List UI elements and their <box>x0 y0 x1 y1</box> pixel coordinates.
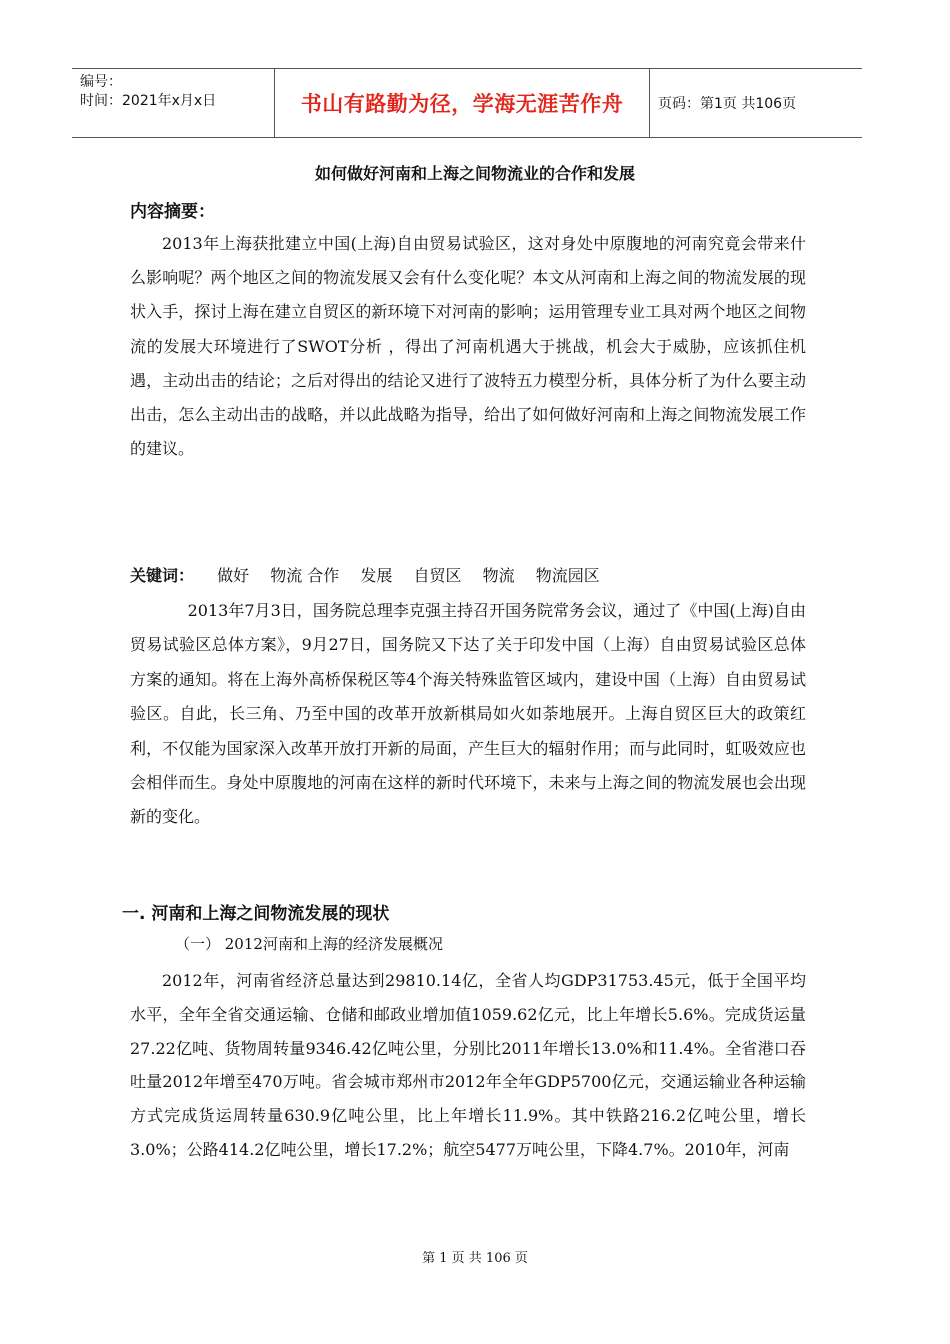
document-title: 如何做好河南和上海之间物流业的合作和发展 <box>314 164 635 183</box>
keywords-line <box>130 563 616 586</box>
keyword-item: 做好 <box>217 566 250 585</box>
number-label: 编号： <box>80 74 122 90</box>
keyword-item: 自贸区 <box>413 566 462 585</box>
keyword-item: 发展 <box>360 566 393 585</box>
time-label: 时间：2021年x月x日 <box>80 93 217 109</box>
header-page-info <box>650 69 862 137</box>
page-header <box>72 68 862 138</box>
keyword-item: 物流 合作 <box>270 566 340 585</box>
motto-text: 书山有路勤为径，学海无涯苦作舟 <box>300 92 624 116</box>
economy-paragraph: 2012年，河南省经济总量达到29810.14亿，全省人均GDP31753.45元，低于全国平均水平，全年全省交通运输、仓储和邮政业增加值1059.62亿元，比上年增长5.6%。完成货运量27.22亿吨、货物周转量9346.42亿吨公里，分别比2011年增长13.0%和11.4%。全省港口吞吐量2012年增至470万吨。省会城市郑州市2012年全年GDP5700亿元，交通运输业各种运输方式完成货运周转量630.9亿吨公里，比上年增长11.9%。其中铁路216.2亿吨公里，增长3.0%；公路414.2亿吨公里，增长17.2%；航空5477万吨公里，下降4.7%。2010年，河南 <box>130 971 806 1159</box>
header-motto-cell <box>274 69 650 137</box>
abstract-text: 2013年上海获批建立中国(上海)自由贸易试验区，这对身处中原腹地的河南究竟会带来什么影响呢？两个地区之间的物流发展又会有什么变化呢？本文从河南和上海之间的物流发展的现状入手，探讨上海在建立自贸区的新环境下对河南的影响；运用管理专业工具对两个地区之间物流的发展大环境进行了SWOT分析 ，得出了河南机遇大于挑战，机会大于威胁，应该抓住机遇，主动出击的结论；之后对得出的结论又进行了波特五力模型分析，具体分析了为什么要主动出击，怎么主动出击的战略，并以此战略为指导，给出了如何做好河南和上海之间物流发展工作的建议。 <box>130 234 806 459</box>
abstract-heading: 内容摘要： <box>130 202 215 222</box>
keyword-item: 物流 <box>482 566 515 585</box>
section-heading: 一. 河南和上海之间物流发展的现状 <box>122 904 390 924</box>
keywords-label: 关键词： <box>130 566 195 585</box>
page-info-text: 页码：第1页 共106页 <box>658 96 797 112</box>
keyword-item: 物流园区 <box>535 566 600 585</box>
page-footer: 第 1 页 共 106 页 <box>422 1251 528 1266</box>
header-meta <box>72 69 274 137</box>
intro-paragraph: 2013年7月3日，国务院总理李克强主持召开国务院常务会议，通过了《中国(上海)自由贸易试验区总体方案》，9月27日，国务院又下达了关于印发中国（上海）自由贸易试验区总体方案的通知。将在上海外高桥保税区等4个海关特殊监管区域内，建设中国（上海）自由贸易试验区。自此，长三角、乃至中国的改革开放新棋局如火如荼地展开。上海自贸区巨大的政策红利，不仅能为国家深入改革开放打开新的局面，产生巨大的辐射作用；而与此同时，虹吸效应也会相伴而生。身处中原腹地的河南在这样的新时代环境下，未来与上海之间的物流发展也会出现新的变化。 <box>130 601 806 827</box>
sub-section-heading: （一） 2012河南和上海的经济发展概况 <box>175 935 443 953</box>
